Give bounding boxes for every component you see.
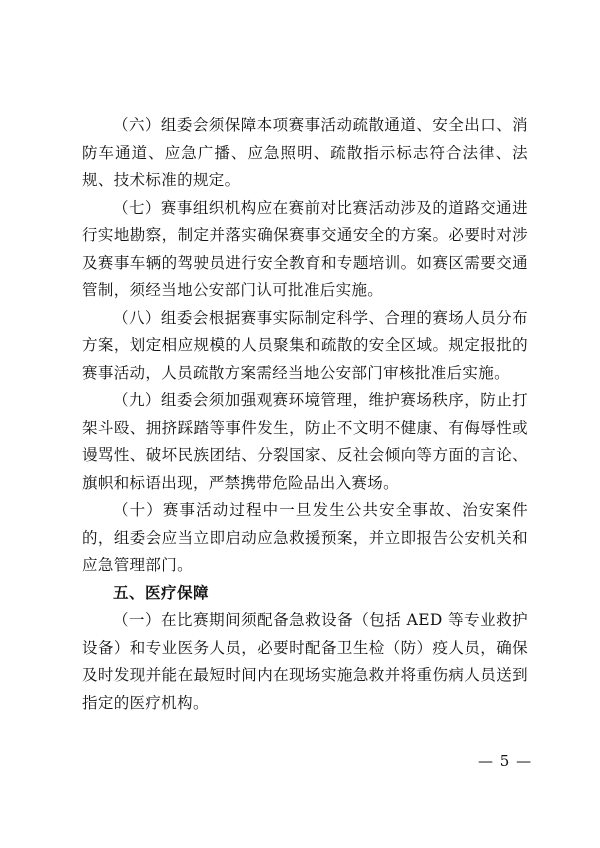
section-paragraph-one: （一）在比赛期间须配备急救设备（包括 AED 等专业救护设备）和专业医务人员，必要时配备卫生检（防）疫人员，确保及时发现并能在最短时间内在现场实施急救并将重伤病人员送到指定的医疗机构。 [82, 611, 528, 712]
paragraph-nine: （九）组委会须加强观赛环境管理，维护赛场秩序，防止打架斗殴、拥挤踩踏等事件发生，防止不文明不健康、有侮辱性或谩骂性、破坏民族团结、分裂国家、反社会倾向等方面的言论、旗帜和标语出现，严禁携带危险品出入赛场。 [82, 391, 528, 492]
paragraph-eight: （八）组委会根据赛事实际制定科学、合理的赛场人员分布方案，划定相应规模的人员聚集和疏散的安全区域。规定报批的赛事活动，人员疏散方案需经当地公安部门审核批准后实施。 [82, 308, 528, 382]
paragraph-seven: （七）赛事组织机构应在赛前对比赛活动涉及的道路交通进行实地勘察，制定并落实确保赛事交通安全的方案。必要时对涉及赛事车辆的驾驶员进行安全教育和专题培训。如赛区需要交通管制，须经当地公安部门认可批准后实施。 [82, 198, 528, 299]
page-number: — 5 — [478, 752, 533, 770]
paragraph-six: （六）组委会须保障本项赛事活动疏散通道、安全出口、消防车通道、应急广播、应急照明、疏散指示标志符合法律、法规、技术标准的规定。 [82, 116, 528, 189]
section-heading: 五、医疗保障 [113, 583, 210, 602]
paragraph-ten: （十）赛事活动过程中一旦发生公共安全事故、治安案件的，组委会应当立即启动应急救援预案，并立即报告公安机关和应急管理部门。 [82, 501, 528, 574]
document-body [82, 112, 528, 717]
